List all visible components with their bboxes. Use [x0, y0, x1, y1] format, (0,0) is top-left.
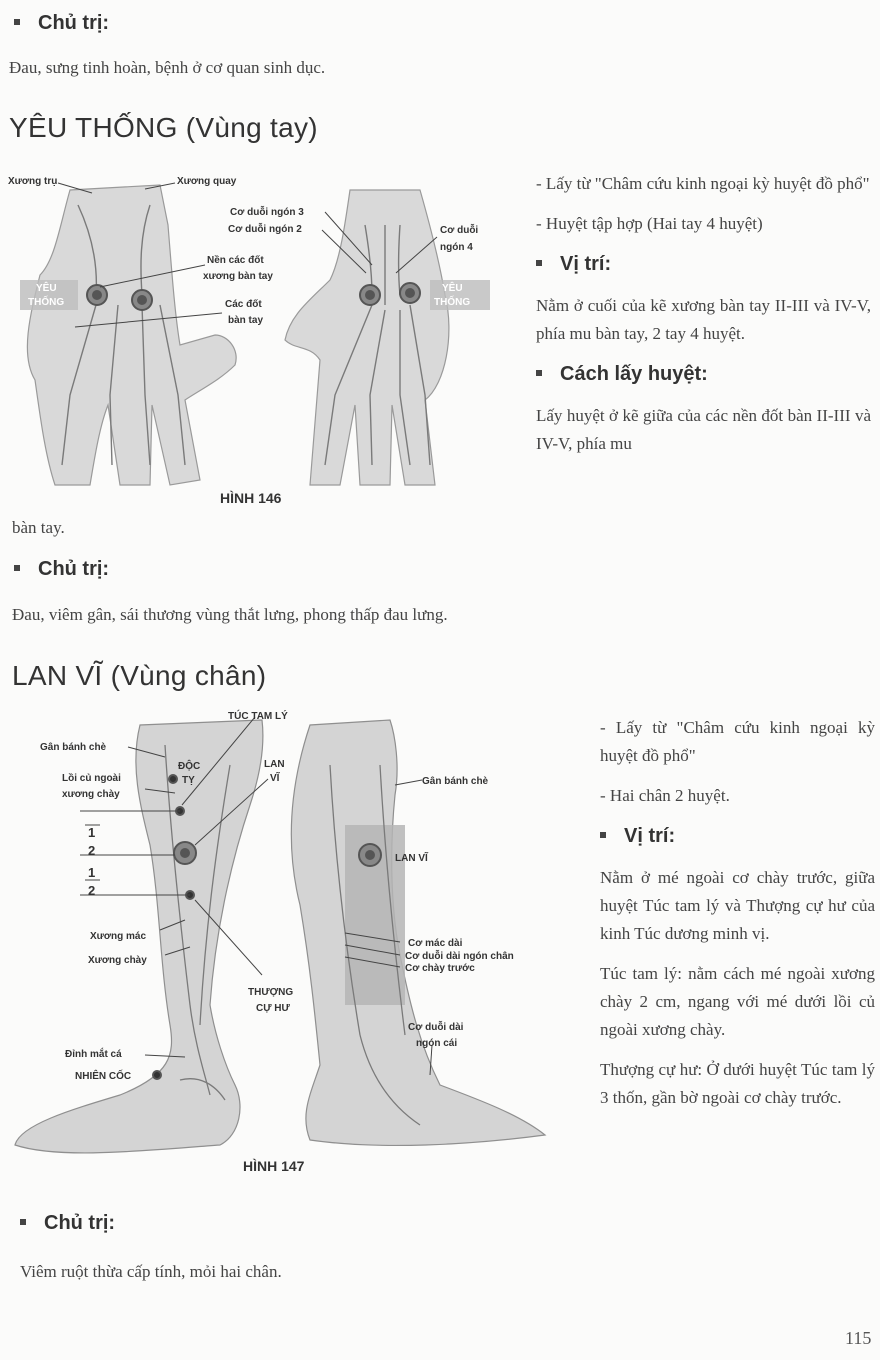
- label-vi: VĨ: [270, 773, 280, 784]
- yeu-thong-right-column: [536, 170, 871, 470]
- label-ngon-cai: ngón cái: [416, 1038, 458, 1049]
- lan-vi-right-column: [600, 714, 875, 1124]
- label-loi-cu-b: xương chày: [62, 789, 120, 800]
- figure-147-legs: [0, 705, 570, 1165]
- label-thuong: THƯỢNG: [248, 987, 294, 998]
- yeu-thong-count: - Huyệt tập hợp (Hai tay 4 huyệt): [536, 214, 763, 233]
- chu-tri-text-yeu: Đau, viêm gân, sái thương vùng thắt lưng, phong thấp đau lưng.: [12, 605, 448, 624]
- lan-vi-source: - Lấy từ "Châm cứu kinh ngoại kỳ huyệt đồ phổ": [600, 718, 875, 765]
- vi-tri-heading-yeu: Vị trí:: [536, 250, 871, 278]
- cach-lay-text-yeu: Lấy huyệt ở kẽ giữa của các nền đốt bàn II-III và IV-V, phía mu: [536, 406, 871, 453]
- yeu-thong-source: - Lấy từ "Châm cứu kinh ngoại kỳ huyệt đồ phổ": [536, 174, 870, 193]
- bullet-icon: [20, 1219, 26, 1225]
- label-lan: LAN: [264, 759, 285, 770]
- figure-147-caption: HÌNH 147: [243, 1158, 305, 1174]
- label-ty: TỴ: [182, 775, 195, 786]
- bullet-icon: [536, 370, 542, 376]
- label-lan-vi-right: LAN VĨ: [395, 853, 428, 864]
- label-yeu-left-a: YÊU: [36, 283, 57, 294]
- bullet-icon: [14, 565, 20, 571]
- label-half-2-bottom: 2: [88, 883, 96, 898]
- section-title-lan-vi: LAN VĨ (Vùng chân): [12, 660, 267, 691]
- label-half-1-top: 1: [88, 825, 96, 840]
- cach-lay-heading-yeu: Cách lấy huyệt:: [536, 360, 871, 388]
- tuc-tam-ly-text: Túc tam lý: nằm cách mé ngoài xương chày 2 cm, ngang với mé dưới lồi củ ngoài xương chày.: [600, 964, 875, 1039]
- vi-tri-text-yeu: Nằm ở cuối của kẽ xương bàn tay II-III và IV-V, phía mu bàn tay, 2 tay 4 huyệt.: [536, 296, 871, 343]
- label-cu-hu: CỰ HƯ: [256, 1003, 290, 1014]
- chu-tri-heading-yeu: Chủ trị:: [14, 558, 109, 581]
- label-dinh-mat-ca: Đỉnh mắt cá: [65, 1049, 122, 1060]
- chu-tri-text-top: Đau, sưng tinh hoàn, bệnh ở cơ quan sinh dục.: [9, 58, 326, 77]
- bullet-icon: [536, 260, 542, 266]
- label-co-duoi-dai-ngon-chan: Cơ duỗi dài ngón chân: [405, 951, 514, 962]
- label-co-chay-truoc: Cơ chày trước: [405, 963, 475, 974]
- figure-146-caption: HÌNH 146: [220, 490, 282, 506]
- label-loi-cu-a: Lồi củ ngoài: [62, 773, 121, 784]
- label-gan-banh-che-left: Gân bánh chè: [40, 742, 107, 753]
- bullet-icon: [600, 832, 606, 838]
- chu-tri-heading-top: Chủ trị:: [14, 12, 109, 35]
- chu-tri-text-lan: Viêm ruột thừa cấp tính, mỏi hai chân.: [20, 1262, 282, 1281]
- label-co-duoi-ngon-3: Cơ duỗi ngón 3: [230, 207, 304, 218]
- label-nen-a: Nền các đốt: [207, 255, 264, 266]
- cach-lay-cont-yeu: bàn tay.: [12, 518, 65, 537]
- section-title-yeu-thong: YÊU THỐNG (Vùng tay): [9, 112, 318, 143]
- label-nhien-coc: NHIÊN CỐC: [75, 1071, 132, 1082]
- label-yeu-left-b: THỐNG: [28, 297, 65, 308]
- vi-tri-text-lan: Nằm ở mé ngoài cơ chày trước, giữa huyệt Túc tam lý và Thượng cự hư của kinh Túc dương minh vị.: [600, 868, 875, 943]
- label-co-duoi-dai: Cơ duỗi dài: [408, 1022, 464, 1033]
- label-xuong-quay: Xương quay: [177, 176, 237, 187]
- label-xuong-mac: Xương mác: [90, 931, 147, 942]
- label-yeu-right-a: YÊU: [442, 283, 463, 294]
- label-nen-b: xương bàn tay: [203, 271, 273, 282]
- chu-tri-heading-lan: Chủ trị:: [20, 1212, 115, 1235]
- label-doc: ĐỘC: [178, 761, 201, 772]
- label-xuong-chay: Xương chày: [88, 955, 147, 966]
- bullet-icon: [14, 19, 20, 25]
- label-gan-banh-che-right: Gân bánh chè: [422, 776, 489, 787]
- label-tuc-tam-ly: TÚC TAM LÝ: [228, 711, 288, 722]
- label-co-duoi-b: ngón 4: [440, 242, 473, 253]
- label-xuong-tru: Xương trụ: [8, 176, 58, 187]
- label-half-1-bottom: 1: [88, 865, 96, 880]
- figure-146-hands: [0, 165, 510, 515]
- thuong-cu-hu-text: Thượng cự hư: Ở dưới huyệt Túc tam lý 3 thốn, gần bờ ngoài cơ chày trước.: [600, 1060, 875, 1107]
- label-co-duoi-a: Cơ duỗi: [440, 225, 479, 236]
- label-co-mac-dai: Cơ mác dài: [408, 938, 463, 949]
- label-yeu-right-b: THỐNG: [434, 297, 471, 308]
- label-half-2-top: 2: [88, 843, 96, 858]
- label-cac-dot-a: Các đốt: [225, 299, 262, 310]
- vi-tri-heading-lan: Vị trí:: [600, 822, 875, 850]
- label-cac-dot-b: bàn tay: [228, 315, 264, 326]
- page-number: 115: [845, 1328, 872, 1348]
- lan-vi-count: - Hai chân 2 huyệt.: [600, 786, 730, 805]
- label-co-duoi-ngon-2: Cơ duỗi ngón 2: [228, 224, 302, 235]
